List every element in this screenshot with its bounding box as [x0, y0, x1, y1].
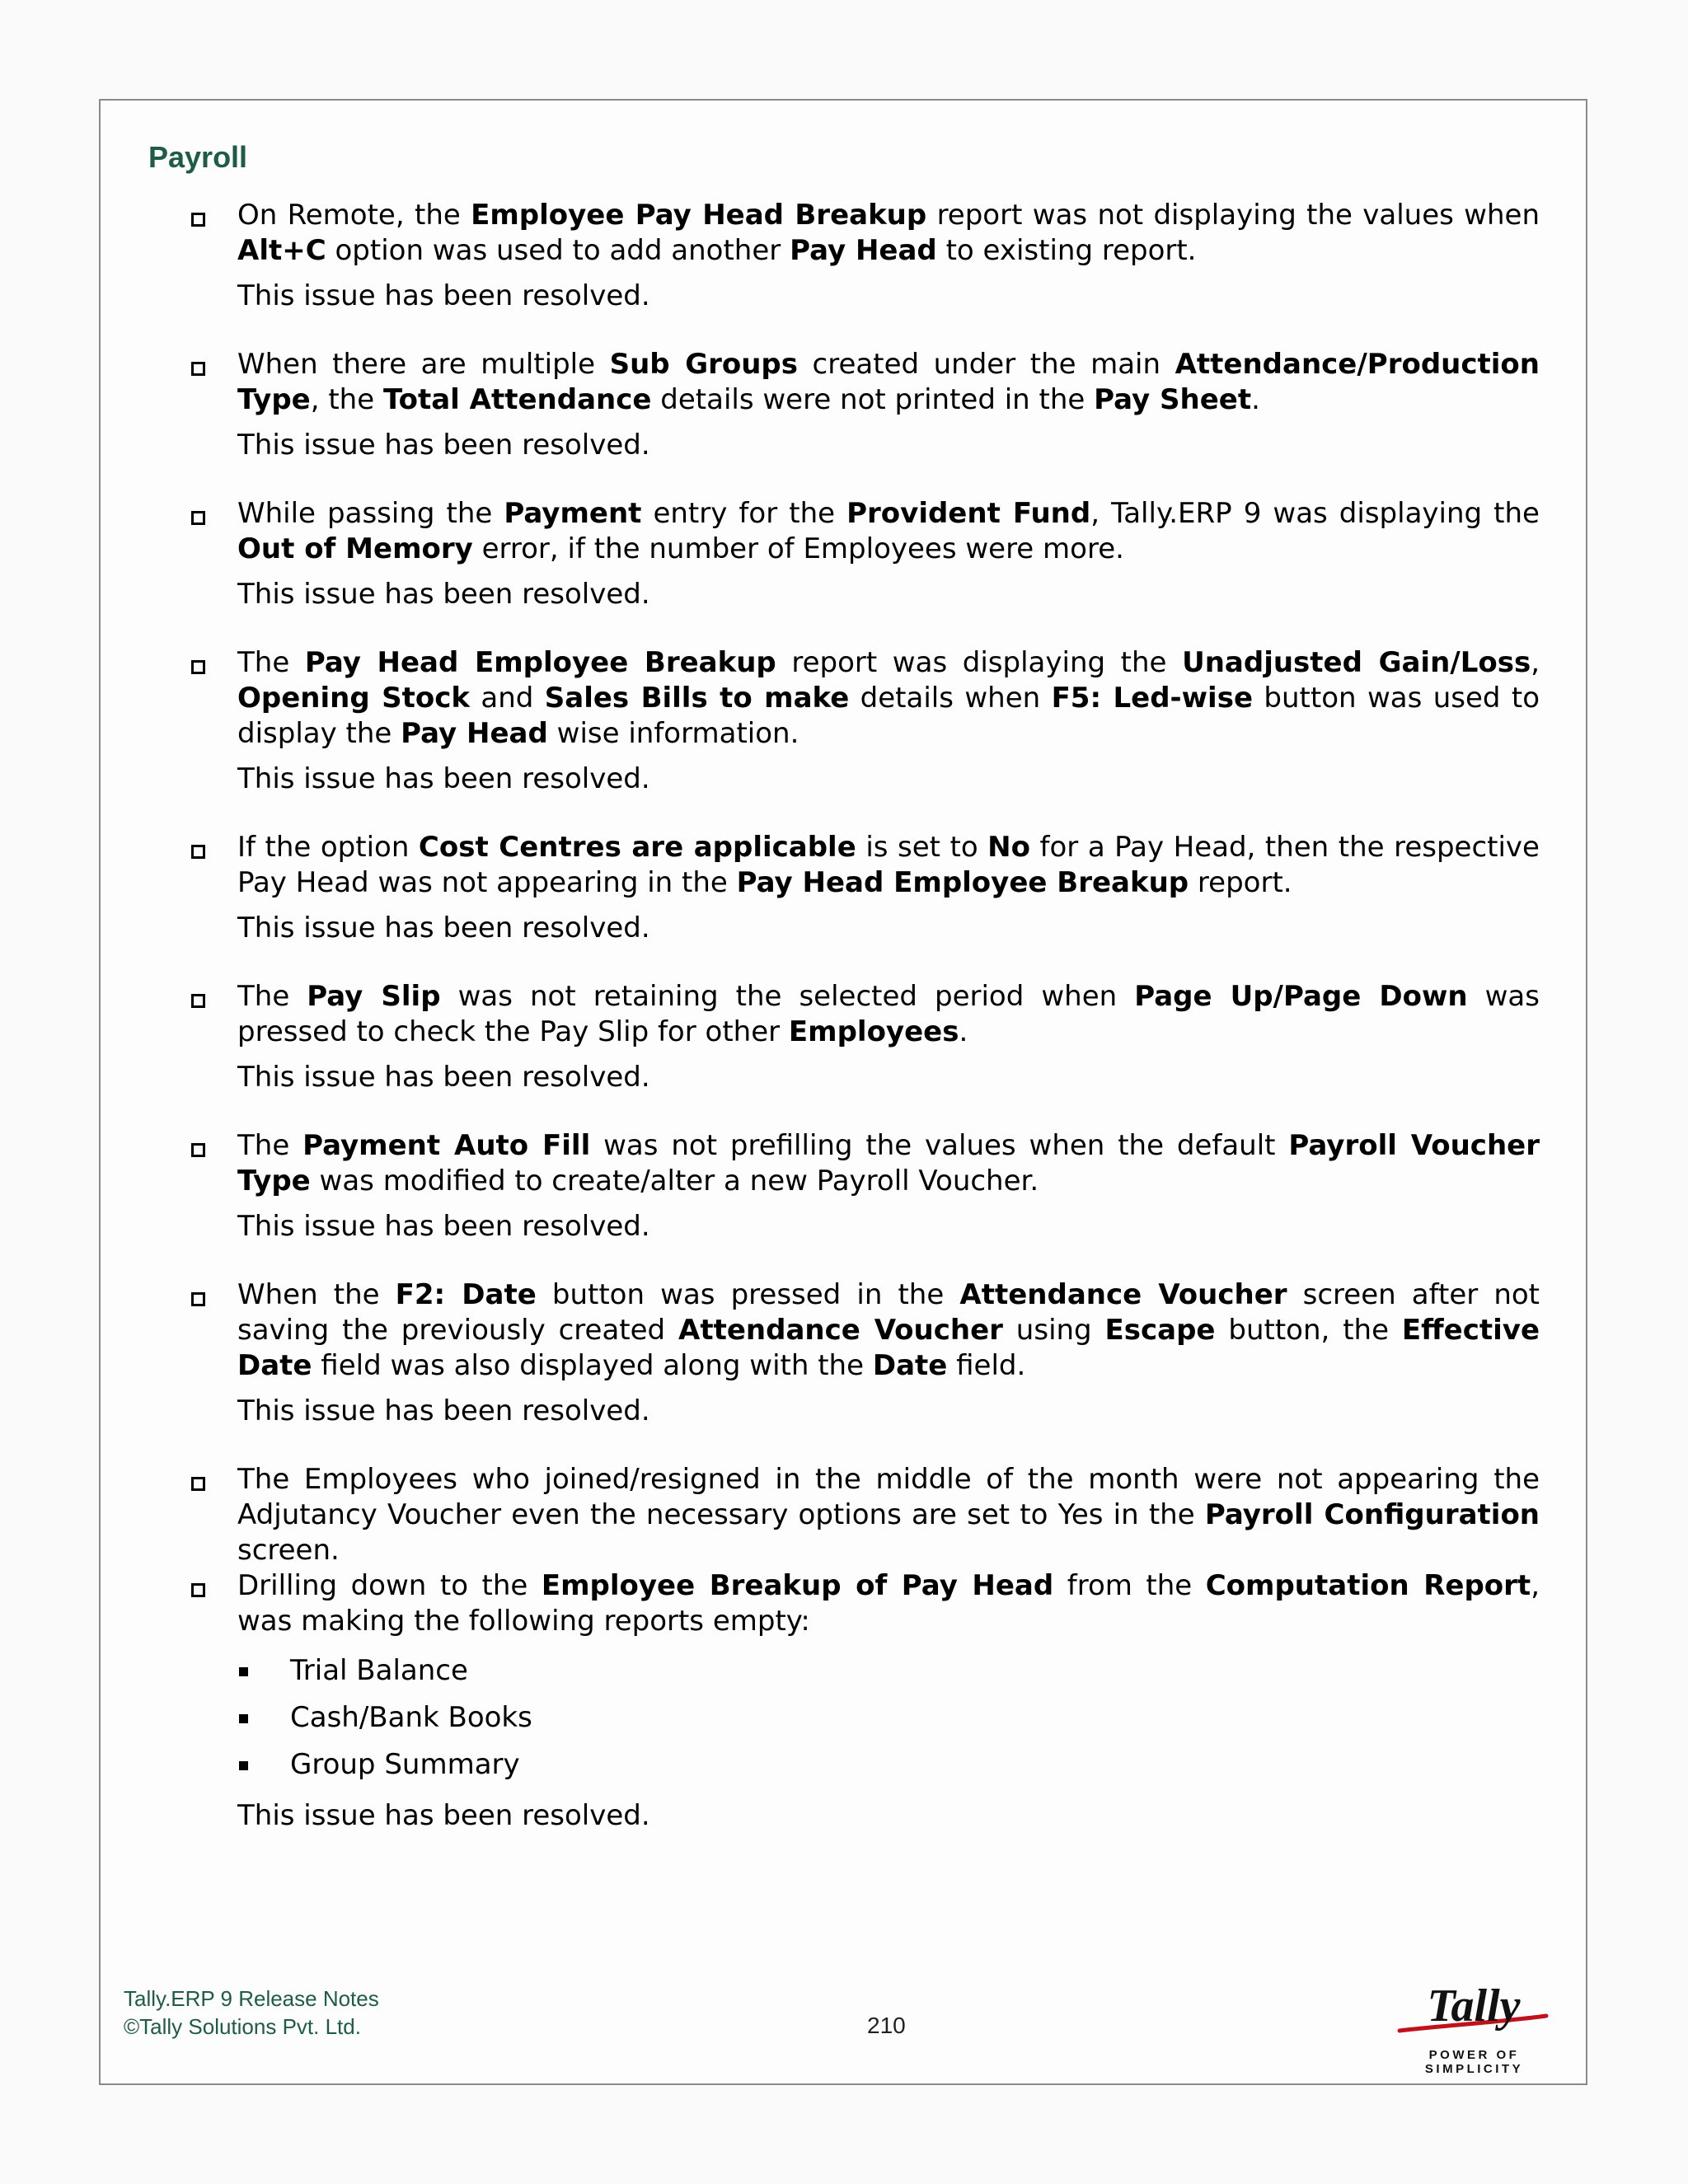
resolution-note: This issue has been resolved.: [237, 1210, 650, 1243]
text-run: was pressed to check the Pay Slip for other: [237, 980, 1540, 1048]
text-run: button, the: [1215, 1314, 1402, 1347]
issue-description: [237, 979, 1540, 1050]
bold-term: Unadjusted Gain/Loss: [1182, 646, 1531, 679]
footer-copyright: ©Tally Solutions Pvt. Ltd.: [124, 2014, 361, 2039]
page-number: 210: [867, 2013, 906, 2038]
logo-tagline: POWER OF SIMPLICITY: [1424, 2048, 1524, 2076]
issue-item: [190, 1128, 1540, 1244]
issue-item: [190, 830, 1540, 946]
bold-term: Effective Date: [237, 1314, 1540, 1382]
affected-report-label: Group Summary: [290, 1748, 520, 1781]
issue-item: [190, 1277, 1540, 1429]
bold-term: Payment: [504, 497, 642, 530]
text-run: screen.: [237, 1534, 340, 1567]
bold-term: Employee Breakup of Pay Head: [541, 1569, 1054, 1602]
issue-item: [190, 347, 1540, 463]
bold-term: Sales Bills to make: [544, 682, 850, 715]
text-run: The Employees who joined/resigned in the middle of the month were not appearing the Adjutancy Voucher even the necessary options are set to Yes in the: [237, 1463, 1540, 1531]
tally-logo-mark: [1381, 1978, 1567, 2048]
text-run: was not prefilling the values when the default: [590, 1129, 1289, 1162]
affected-report: [237, 1741, 1540, 1788]
bold-term: Pay Head Employee Breakup: [304, 646, 776, 679]
bold-term: Pay Slip: [307, 980, 441, 1013]
bold-term: Pay Sheet: [1094, 383, 1252, 416]
bold-term: Opening Stock: [237, 682, 470, 715]
footer-doc-title: Tally.ERP 9 Release Notes: [124, 1986, 379, 2011]
text-run: error, if the number of Employees were more.: [472, 532, 1124, 565]
issue-item: [190, 496, 1540, 612]
tally-logo: [1381, 1978, 1567, 2076]
hollow-square-bullet-icon: [191, 845, 205, 859]
text-run: On Remote, the: [237, 199, 471, 232]
section-title: Payroll: [148, 140, 248, 174]
issue-item: [190, 1568, 1540, 1834]
text-run: option was used to add another: [326, 234, 790, 267]
affected-report-label: Cash/Bank Books: [290, 1701, 532, 1734]
hollow-square-bullet-icon: [191, 362, 205, 376]
hollow-square-bullet-icon: [191, 1143, 205, 1157]
text-run: field was also displayed along with the: [312, 1349, 873, 1382]
affected-report: [237, 1694, 1540, 1741]
text-run: button was pressed in the: [536, 1278, 960, 1311]
text-run: field.: [947, 1349, 1026, 1382]
issue-description: [237, 645, 1540, 752]
bold-term: Attendance/Production Type: [237, 348, 1540, 416]
bold-term: Sub Groups: [609, 348, 799, 381]
text-run: , Tally.ERP 9 was displaying the: [1090, 497, 1540, 530]
resolution-note: This issue has been resolved.: [237, 912, 650, 944]
hollow-square-bullet-icon: [191, 1583, 205, 1597]
text-run: from the: [1053, 1569, 1206, 1602]
affected-reports-list: [237, 1647, 1540, 1788]
text-run: .: [959, 1015, 968, 1048]
text-run: screen after not saving the previously created: [237, 1278, 1540, 1347]
text-run: The: [237, 1129, 303, 1162]
text-run: entry for the: [641, 497, 847, 530]
hollow-square-bullet-icon: [191, 994, 205, 1008]
text-run: Drilling down to the: [237, 1569, 542, 1602]
text-run: , the: [310, 383, 383, 416]
issue-description: [237, 1568, 1540, 1639]
filled-square-bullet-icon: [239, 1761, 248, 1770]
text-run: was modified to create/alter a new Payroll Voucher.: [310, 1165, 1039, 1197]
text-run: wise information.: [547, 717, 799, 750]
affected-report-label: Trial Balance: [290, 1654, 468, 1687]
text-run: details were not printed in the: [651, 383, 1095, 416]
bold-term: Alt+C: [237, 234, 326, 267]
issue-item: [190, 979, 1540, 1095]
hollow-square-bullet-icon: [191, 1477, 205, 1491]
bold-term: Date: [872, 1349, 948, 1382]
text-run: for a Pay Head, then the respective Pay Head was not appearing in the: [237, 831, 1540, 899]
bold-term: Cost Centres are applicable: [418, 831, 856, 864]
affected-report: [237, 1647, 1540, 1694]
bold-term: Computation Report: [1205, 1569, 1531, 1602]
bold-term: Payroll Configuration: [1204, 1498, 1540, 1531]
bold-term: Payroll Voucher Type: [237, 1129, 1540, 1197]
bold-term: Pay Head Employee Breakup: [736, 866, 1189, 899]
resolution-note: This issue has been resolved.: [237, 1394, 650, 1427]
bold-term: Employees: [788, 1015, 959, 1048]
hollow-square-bullet-icon: [191, 1292, 205, 1306]
resolution-note: This issue has been resolved.: [237, 279, 650, 312]
text-run: The: [237, 980, 307, 1013]
issue-description: [237, 1128, 1540, 1199]
issue-description: [237, 1277, 1540, 1384]
issue-description: [237, 198, 1540, 269]
bold-term: F2: Date: [395, 1278, 537, 1311]
bold-term: Employee Pay Head Breakup: [471, 199, 927, 232]
resolution-note: This issue has been resolved.: [237, 1061, 650, 1094]
text-run: report was displaying the: [776, 646, 1183, 679]
issue-description: [237, 496, 1540, 567]
text-run: button was used to display the: [237, 682, 1540, 750]
issue-description: [237, 1462, 1540, 1568]
bold-term: Out of Memory: [237, 532, 473, 565]
text-run: If the option: [237, 831, 419, 864]
issue-description: [237, 347, 1540, 418]
resolution-note: This issue has been resolved.: [237, 429, 650, 462]
text-run: created under the main: [798, 348, 1175, 381]
text-run: is set to: [856, 831, 988, 864]
bold-term: Attendance Voucher: [959, 1278, 1287, 1311]
bold-term: Provident Fund: [846, 497, 1091, 530]
text-run: .: [1251, 383, 1260, 416]
hollow-square-bullet-icon: [191, 213, 205, 227]
text-run: and: [470, 682, 545, 715]
hollow-square-bullet-icon: [191, 660, 205, 674]
issue-description: [237, 830, 1540, 901]
bold-term: Payment Auto Fill: [302, 1129, 591, 1162]
text-run: ,: [1531, 646, 1540, 679]
bold-term: F5: Led-wise: [1051, 682, 1254, 715]
bold-term: Pay Head: [790, 234, 937, 267]
bold-term: Attendance Voucher: [678, 1314, 1003, 1347]
text-run: The: [237, 646, 305, 679]
filled-square-bullet-icon: [239, 1714, 248, 1723]
text-run: to existing report.: [936, 234, 1197, 267]
text-run: report was not displaying the values when: [926, 199, 1540, 232]
text-run: report.: [1189, 866, 1292, 899]
issue-item: [190, 645, 1540, 797]
text-run: was not retaining the selected period when: [440, 980, 1135, 1013]
footer-info: [124, 1985, 379, 2041]
text-run: , was making the following reports empty:: [237, 1569, 1540, 1638]
resolution-note: This issue has been resolved.: [237, 1799, 650, 1832]
issue-list: [190, 198, 1540, 1834]
text-run: details when: [849, 682, 1052, 715]
bold-term: Page Up/Page Down: [1134, 980, 1468, 1013]
bold-term: Pay Head: [401, 717, 548, 750]
bold-term: No: [987, 831, 1030, 864]
hollow-square-bullet-icon: [191, 511, 205, 525]
resolution-note: This issue has been resolved.: [237, 578, 650, 611]
filled-square-bullet-icon: [239, 1667, 248, 1676]
text-run: When there are multiple: [237, 348, 610, 381]
logo-wordmark: Tally: [1427, 1980, 1521, 2032]
bold-term: Escape: [1104, 1314, 1216, 1347]
resolution-note: This issue has been resolved.: [237, 762, 650, 795]
text-run: using: [1002, 1314, 1105, 1347]
text-run: While passing the: [237, 497, 504, 530]
text-run: When the: [237, 1278, 396, 1311]
issue-item: [190, 198, 1540, 314]
bold-term: Total Attendance: [382, 383, 652, 416]
issue-item: [190, 1462, 1540, 1568]
